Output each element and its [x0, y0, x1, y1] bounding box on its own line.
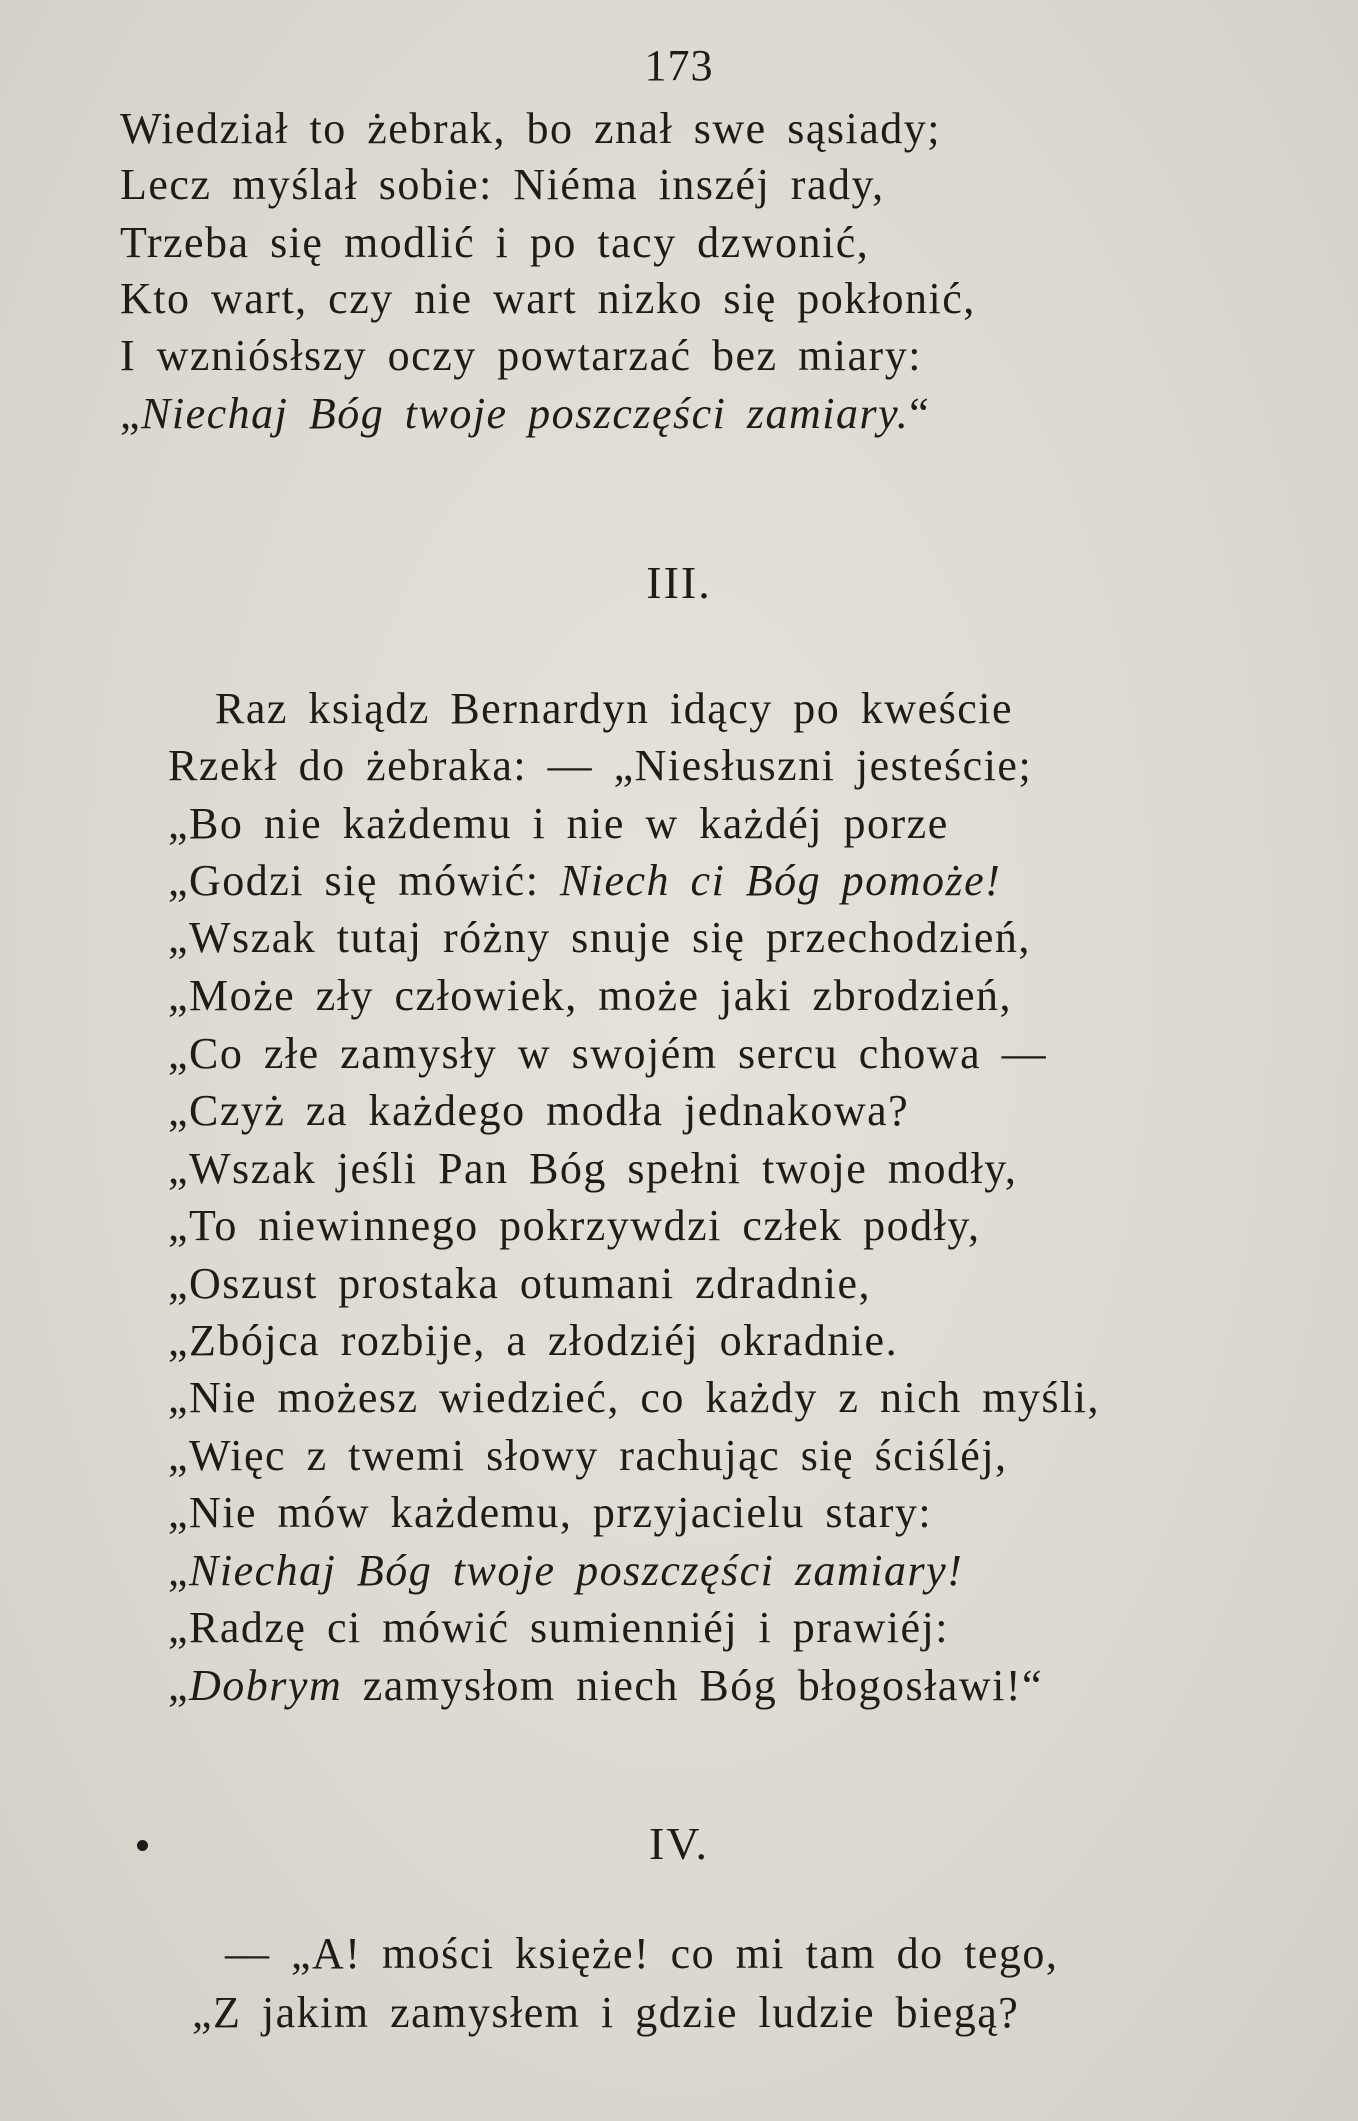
poem-line [168, 1200, 981, 1252]
poem-line [168, 855, 1001, 907]
page-number: 173 [644, 41, 714, 90]
text-run: I wzniósłszy oczy powtarzać bez miary: [120, 331, 922, 380]
text-run: „Może zły człowiek, może jaki zbrodzień, [168, 971, 1013, 1020]
text-run: „Nie możesz wiedzieć, co każdy z nich myśli, [168, 1373, 1101, 1422]
poem-line [168, 1372, 1100, 1424]
poem-line [168, 1258, 871, 1310]
poem-line [168, 1545, 963, 1597]
poem-line [168, 1085, 909, 1137]
section-heading-iii: III. [646, 557, 712, 608]
text-run: „Wszak tutaj różny snuje się przechodzień, [168, 913, 1031, 962]
text-run: „Bo nie każdemu i nie w każdéj porze [168, 799, 949, 848]
italic-run: Dobrym [189, 1661, 343, 1710]
text-run: „To niewinnego pokrzywdzi człek podły, [168, 1201, 981, 1250]
poem-line [168, 912, 1031, 964]
text-run: „Oszust prostaka otumani zdradnie, [168, 1259, 872, 1308]
poem-line [168, 1028, 1047, 1080]
poem-line [168, 740, 1032, 792]
text-run: Kto wart, czy nie wart nizko się pokłonić, [120, 274, 976, 323]
text-run: Trzeba się modlić i po tacy dzwonić, [120, 218, 870, 267]
poem-line [215, 683, 1013, 735]
italic-run: Niechaj Bóg twoje poszczęści zamiary. [141, 389, 910, 438]
text-run: Raz ksiądz Bernardyn idący po kweście [215, 684, 1014, 733]
text-run: „ [120, 389, 142, 438]
text-run: Lecz myślał sobie: Niéma inszéj rady, [120, 160, 885, 209]
text-run: — „A! mości księże! co mi tam do tego, [225, 1929, 1059, 1978]
poem-line [168, 1660, 1043, 1712]
text-run: „Godzi się mówić: [168, 856, 560, 905]
poem-line [168, 1487, 932, 1539]
text-run: „Wszak jeśli Pan Bóg spełni twoje modły, [168, 1144, 1018, 1193]
text-run: zamysłom niech Bóg błogosławi!“ [342, 1661, 1044, 1710]
poem-line [168, 1430, 1008, 1482]
italic-run: Niech ci Bóg pomoże! [559, 856, 1002, 905]
text-run: Rzekł do żebraka: — „Niesłuszni jesteście; [168, 741, 1033, 790]
text-run: „ [168, 1661, 190, 1710]
text-run: „Zbójca rozbije, a złodziéj okradnie. [168, 1316, 899, 1365]
italic-run: Niechaj Bóg twoje poszczęści zamiary! [189, 1546, 964, 1595]
poem-line [120, 388, 930, 440]
poem-line [168, 798, 949, 850]
text-run: „Więc z twemi słowy rachując się ściśléj, [168, 1431, 1008, 1480]
poem-line [120, 330, 922, 382]
poem-line [120, 273, 976, 325]
poem-line [192, 1987, 1019, 2039]
poem-line [225, 1928, 1058, 1980]
poem-line [120, 103, 941, 155]
text-run: „Radzę ci mówić sumienniéj i prawiéj: [168, 1603, 949, 1652]
poem-line [120, 159, 885, 211]
poem-line [168, 1315, 898, 1367]
text-run: „Z jakim zamysłem i gdzie ludzie biegą? [192, 1988, 1020, 2037]
text-run: „ [168, 1546, 190, 1595]
poem-line [120, 217, 869, 269]
poem-line [168, 970, 1012, 1022]
text-run: „Co złe zamysły w swojém sercu chowa — [168, 1029, 1048, 1078]
poem-line [168, 1143, 1017, 1195]
text-run: “ [909, 389, 931, 438]
poem-line [168, 1602, 949, 1654]
text-run: „Nie mów każdemu, przyjacielu stary: [168, 1488, 933, 1537]
section-heading-iv: IV. [648, 1818, 710, 1869]
text-run: „Czyż za każdego modła jednakowa? [168, 1086, 910, 1135]
text-run: Wiedział to żebrak, bo znał swe sąsiady; [120, 104, 941, 153]
